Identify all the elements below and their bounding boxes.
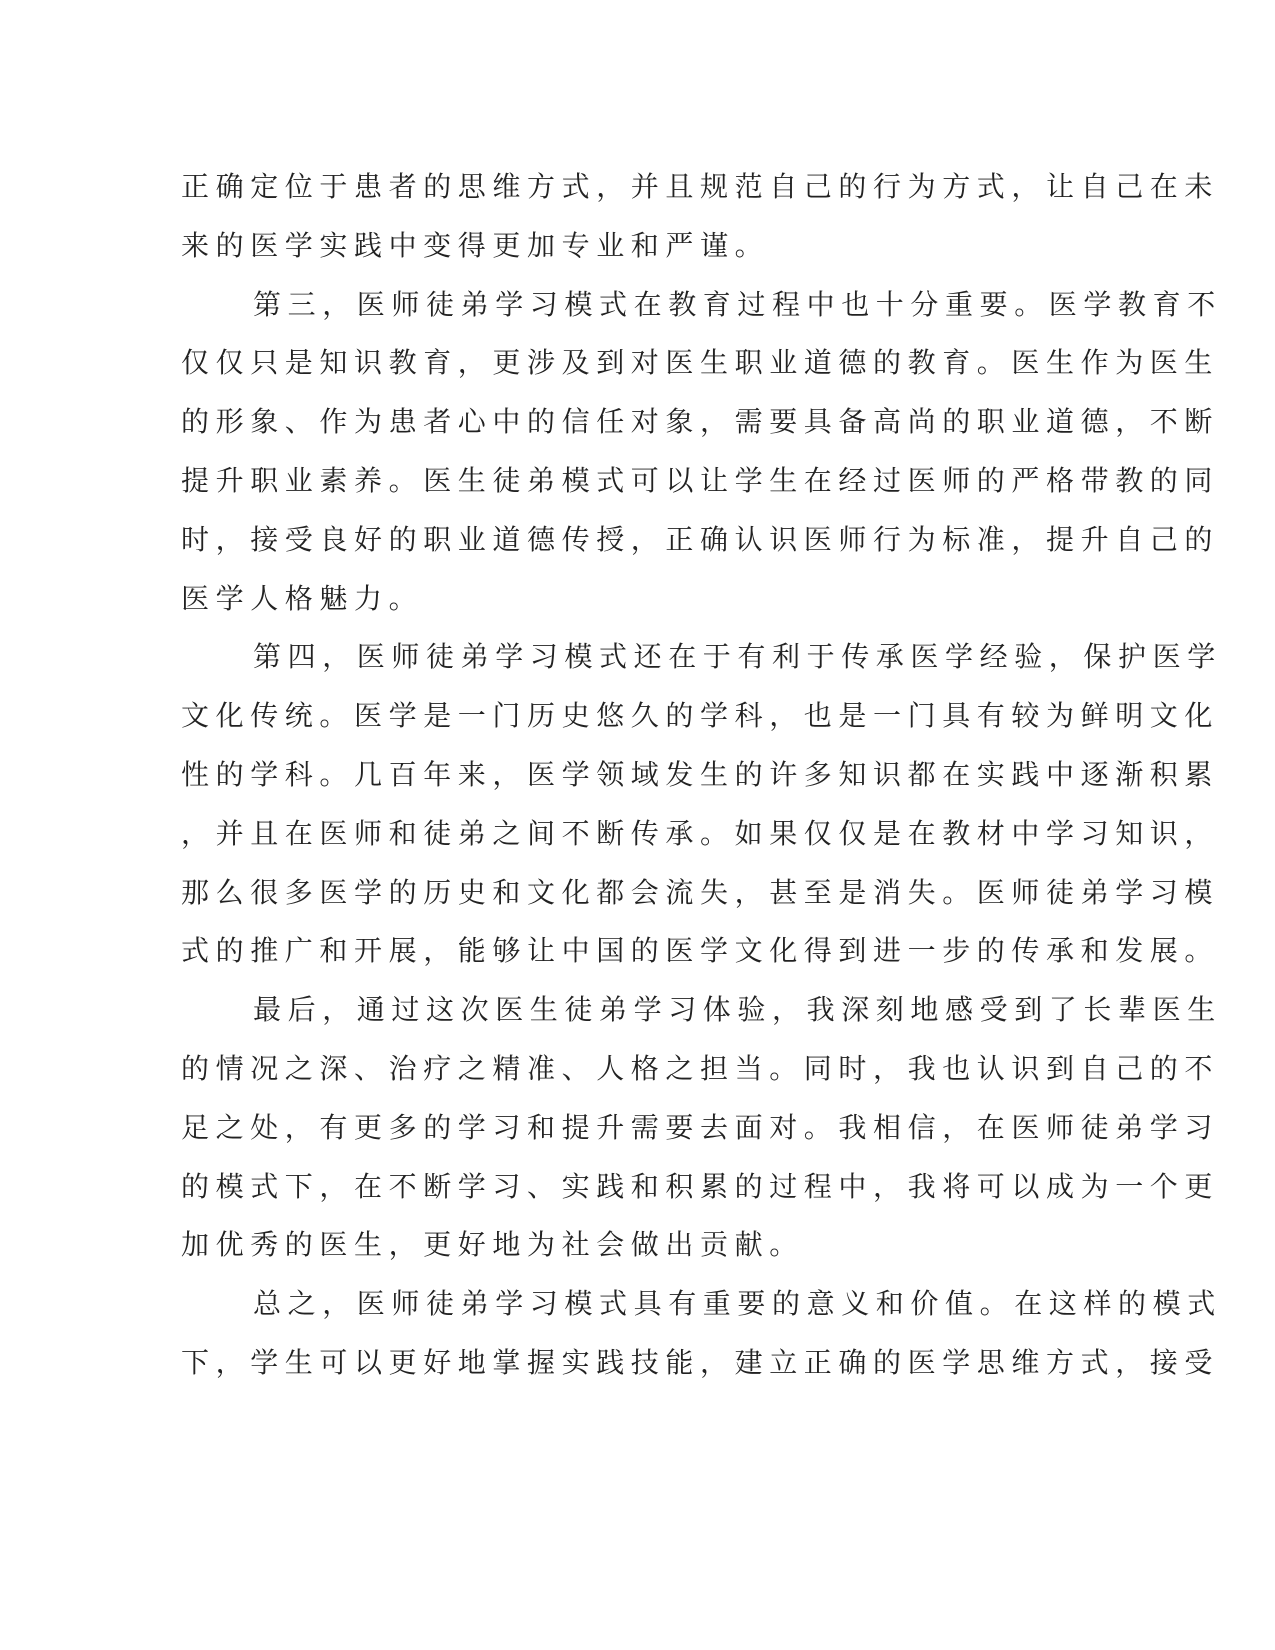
paragraph-start-line: 第三，医师徒弟学习模式在教育过程中也十分重要。医学教育不 [253,287,1222,321]
text-line: 加优秀的医生，更好地为社会做出贡献。 [181,1228,804,1262]
text-line: 那么很多医学的历史和文化都会流失，甚至是消失。医师徒弟学习模 [181,875,1220,909]
text-line: 文化传统。医学是一门历史悠久的学科，也是一门具有较为鲜明文化 [181,699,1220,733]
text-line: 式的推广和开展，能够让中国的医学文化得到进一步的传承和发展。 [181,934,1220,968]
text-line: 的模式下，在不断学习、实践和积累的过程中，我将可以成为一个更 [181,1169,1220,1203]
paragraph-start-line: 总之，医师徒弟学习模式具有重要的意义和价值。在这样的模式 [253,1287,1222,1321]
text-line: 来的医学实践中变得更加专业和严谨。 [181,228,770,262]
text-line: 的情况之深、治疗之精准、人格之担当。同时，我也认识到自己的不 [181,1051,1220,1085]
text-line: ，并且在医师和徒弟之间不断传承。如果仅仅是在教材中学习知识， [181,816,1220,850]
text-line: 正确定位于患者的思维方式，并且规范自己的行为方式，让自己在未 [181,170,1220,203]
text-line: 性的学科。几百年来，医学领域发生的许多知识都在实践中逐渐积累 [181,757,1220,791]
paragraph-start-line: 最后，通过这次医生徒弟学习体验，我深刻地感受到了长辈医生 [253,993,1222,1027]
text-line: 足之处，有更多的学习和提升需要去面对。我相信，在医师徒弟学习 [181,1110,1220,1144]
paragraph-start-line: 第四，医师徒弟学习模式还在于有利于传承医学经验，保护医学 [253,640,1222,674]
text-line: 下，学生可以更好地掌握实践技能，建立正确的医学思维方式，接受 [181,1345,1220,1379]
body-text [181,158,1222,1393]
text-line: 提升职业素养。医生徒弟模式可以让学生在经过医师的严格带教的同 [181,463,1220,497]
text-line: 的形象、作为患者心中的信任对象，需要具备高尚的职业道德，不断 [181,405,1220,439]
text-line: 医学人格魅力。 [181,581,424,615]
text-line: 时，接受良好的职业道德传授，正确认识医师行为标准，提升自己的 [181,522,1220,556]
text-line: 仅仅只是知识教育，更涉及到对医生职业道德的教育。医生作为医生 [181,346,1220,380]
